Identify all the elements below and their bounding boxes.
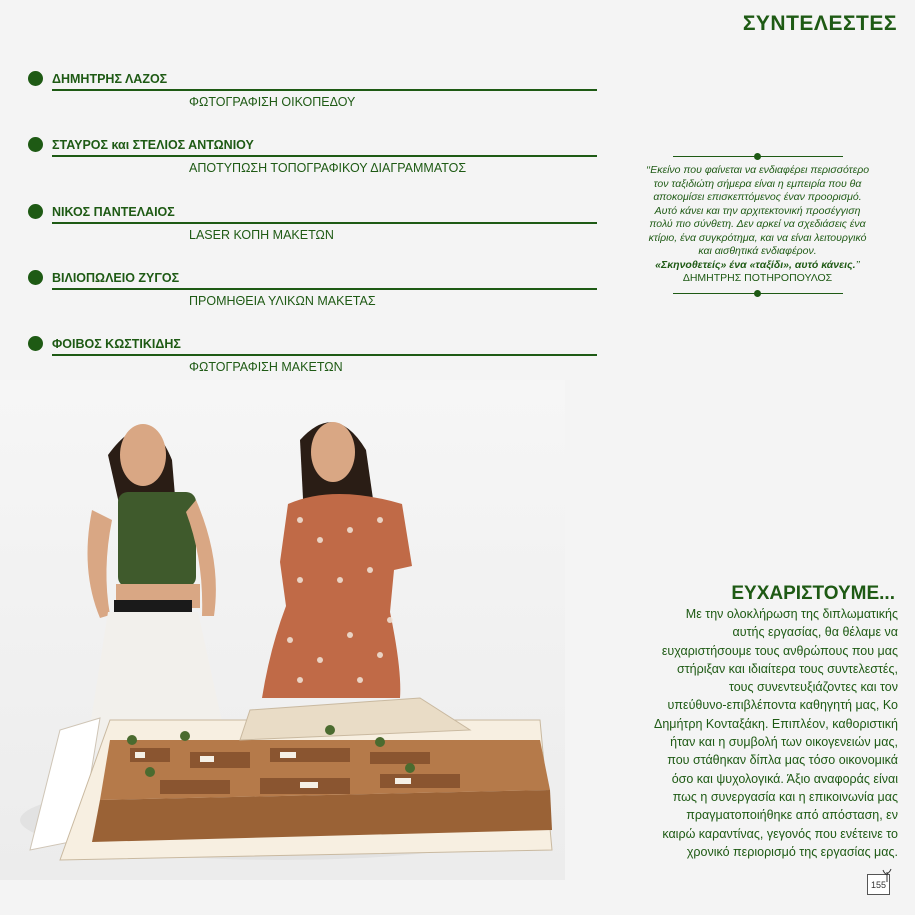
team-photo: [0, 380, 565, 880]
divider: [52, 222, 597, 224]
divider: [52, 288, 597, 290]
thanks-body: [598, 605, 898, 861]
page-number: 155: [867, 874, 890, 895]
quote-divider-bottom: [673, 289, 843, 299]
thanks-line: όσο και ψυχολογικά. Άξιο αναφοράς είναι: [671, 771, 898, 786]
quote-author: ΔΗΜΗΤΡΗΣ ΠΟΤΗΡΟΠΟΥΛΟΣ: [682, 272, 833, 284]
contributor-name: ΣΤΑΥΡΟΣ και ΣΤΕΛΙΟΣ ΑΝΤΩΝΙΟΥ: [52, 138, 254, 152]
quote-line: αποκομίσει επισκεπτόμενος έναν προορισμό.: [653, 191, 862, 203]
thanks-line: ευχαριστήσουμε τους ανθρώπους που μας: [661, 643, 898, 658]
thanks-line: τους συνεντευξιάζοντες και τον: [728, 680, 898, 695]
thanks-line: υπεύθυνο-επιβλέποντα καθηγητή μας, Κο: [667, 698, 898, 713]
photo-illustration: [0, 380, 565, 880]
plant-icon: [882, 868, 892, 882]
contributor-name: ΝΙΚΟΣ ΠΑΝΤΕΛΑΙΟΣ: [52, 205, 175, 219]
contributor-role: ΠΡΟΜΗΘΕΙΑ ΥΛΙΚΩΝ ΜΑΚΕΤΑΣ: [189, 294, 376, 308]
page-title: ΣΥΝΤΕΛΕΣΤΕΣ: [742, 12, 897, 35]
thanks-line: Με την ολοκλήρωση της διπλωματικής: [685, 607, 898, 621]
quote-line: και αισθητικά ενδιαφέρον.: [698, 245, 817, 257]
person-left: [86, 424, 226, 752]
contributor-name: ΒΙΛΙΟΠΩΛΕΙΟ ΖΥΓΟΣ: [52, 271, 180, 285]
thanks-line: πραγματοποιήθηκε από απόσταση, εν: [686, 808, 898, 823]
contributor-role: LASER ΚΟΠΗ ΜΑΚΕΤΩΝ: [189, 228, 334, 242]
quote-line: κτίριο, ένα συγκρότημα, και να είναι λειτουργικό: [648, 231, 867, 244]
bullet-dot-icon: [28, 270, 43, 285]
contributor-role: ΦΩΤΟΓΡΑΦΙΣΗ ΜΑΚΕΤΩΝ: [189, 360, 343, 374]
quote-highlight: «Σκηνοθετείς» ένα «ταξίδι», αυτό κάνεις.: [655, 258, 856, 271]
bullet-dot-icon: [28, 71, 43, 86]
contributor-role: ΦΩΤΟΓΡΑΦΙΣΗ ΟΙΚΟΠΕΔΟΥ: [189, 95, 356, 109]
thanks-line: Δημήτρη Κονταξάκη. Επιπλέον, καθοριστική: [653, 716, 898, 731]
divider: [52, 89, 597, 91]
divider: [52, 354, 597, 356]
person-right: [262, 422, 412, 698]
thanks-line: που στάθηκαν δίπλα μας τόσο οικονομικά: [667, 753, 898, 768]
contributor-role: ΑΠΟΤΥΠΩΣΗ ΤΟΠΟΓΡΑΦΙΚΟΥ ΔΙΑΓΡΑΜΜΑΤΟΣ: [189, 161, 467, 175]
thanks-title: ΕΥΧΑΡΙΣΤΟΥΜΕ...: [731, 583, 895, 604]
divider-dot-icon: [754, 153, 761, 160]
bullet-dot-icon: [28, 204, 43, 219]
thanks-line: καιρώ καραντίνας, γεγονός που ενέτεινε το: [662, 826, 898, 841]
bullet-dot-icon: [28, 336, 43, 351]
quote-line: ‘‘Εκείνο που φαίνεται να ενδιαφέρει περισσότερο: [645, 164, 870, 176]
thanks-line: αυτής εργασίας, θα θέλαμε να: [732, 625, 898, 640]
thanks-line: στήριξαν και ιδιαίτερα τους συντελεστές,: [676, 661, 898, 676]
thanks-line: πως η συνεργασία και η επικοινωνία μας: [672, 789, 898, 804]
contributor-name: ΦΟΙΒΟΣ ΚΩΣΤΙΚΙΔΗΣ: [52, 337, 181, 351]
divider: [52, 155, 597, 157]
quote-block: [620, 152, 895, 299]
quote-divider-top: [673, 152, 843, 162]
quote-line: τον ταξιδιώτη σήμερα είναι η εμπειρία που θα: [653, 177, 862, 190]
quote-line: Αυτό κάνει και την αρχιτεκτονική προσέγγιση: [654, 204, 861, 217]
quote-closing-mark: ’’: [855, 258, 860, 271]
thanks-line: χρονικό περιορισμό της εργασίας μας.: [686, 844, 898, 859]
contributor-name: ΔΗΜΗΤΡΗΣ ΛΑΖΟΣ: [52, 72, 168, 86]
divider-dot-icon: [754, 290, 761, 297]
thanks-line: ήταν και η συμβολή των οικογενειών μας,: [670, 735, 898, 750]
quote-line: πολύ πιο σύνθετη. Δεν αρκεί να σχεδιάσεις ένα: [649, 218, 866, 230]
bullet-dot-icon: [28, 137, 43, 152]
